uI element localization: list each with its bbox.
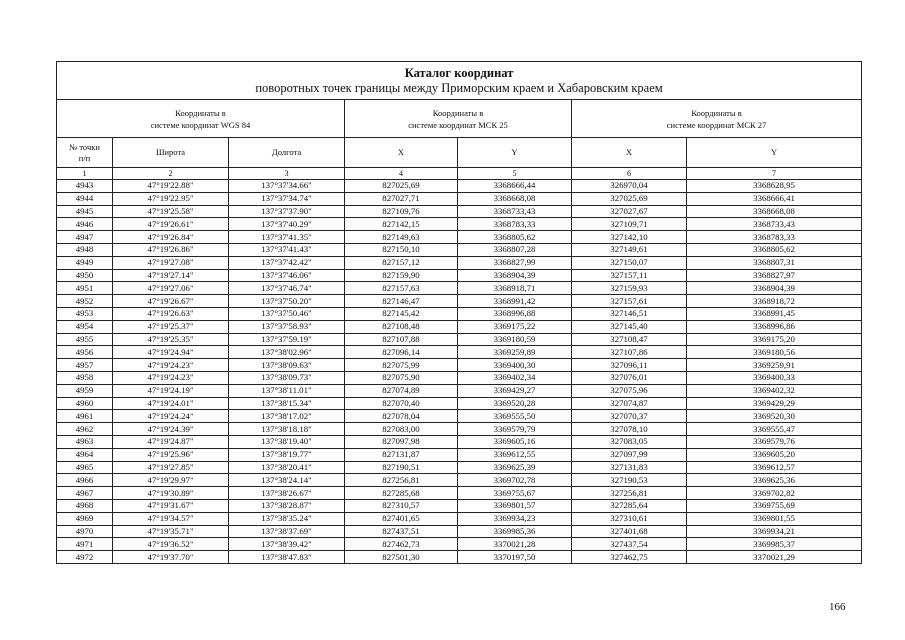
x-msk25-cell: 827310,57 — [345, 499, 458, 512]
latitude-cell: 47°19'25.58" — [113, 205, 229, 218]
latitude-cell: 47°19'24.39" — [113, 423, 229, 436]
table-row — [57, 269, 862, 282]
y-msk25-cell: 3369985,36 — [458, 525, 572, 538]
latitude-cell: 47°19'25.37" — [113, 320, 229, 333]
y-msk25-cell: 3368827,99 — [458, 256, 572, 269]
col-x-msk27: X — [572, 138, 687, 168]
y-msk25-cell: 3369259,89 — [458, 346, 572, 359]
longitude-cell: 137°38'24.14" — [229, 474, 345, 487]
y-msk27-cell: 3369259,91 — [687, 359, 862, 372]
x-msk25-cell: 827149,63 — [345, 231, 458, 244]
x-msk27-cell: 327109,71 — [572, 218, 687, 231]
latitude-cell: 47°19'25.96" — [113, 448, 229, 461]
y-msk25-cell: 3368733,43 — [458, 205, 572, 218]
y-msk27-cell: 3369755,69 — [687, 499, 862, 512]
y-msk25-cell: 3368666,44 — [458, 180, 572, 193]
system-wgs84-header — [57, 100, 345, 138]
x-msk25-cell: 827159,90 — [345, 269, 458, 282]
system-msk27-line2: системе координат МСК 27 — [666, 119, 767, 130]
point-number-cell: 4968 — [57, 499, 113, 512]
longitude-cell: 137°38'20.41" — [229, 461, 345, 474]
x-msk27-cell: 327096,11 — [572, 359, 687, 372]
column-headers-row — [57, 138, 862, 168]
point-number-cell: 4966 — [57, 474, 113, 487]
y-msk25-cell: 3368807,28 — [458, 243, 572, 256]
point-number-cell: 4961 — [57, 410, 113, 423]
x-msk25-cell: 827142,15 — [345, 218, 458, 231]
longitude-cell: 137°37'58.93" — [229, 320, 345, 333]
col-latitude: Широта — [113, 138, 229, 168]
latitude-cell: 47°19'31.67" — [113, 499, 229, 512]
x-msk25-cell: 827157,12 — [345, 256, 458, 269]
latitude-cell: 47°19'24.19" — [113, 384, 229, 397]
col-point-line2: п/п — [78, 152, 91, 163]
col-y-msk25: Y — [458, 138, 572, 168]
y-msk27-cell: 3368918,72 — [687, 295, 862, 308]
longitude-cell: 137°38'11.01" — [229, 384, 345, 397]
x-msk27-cell: 327078,10 — [572, 423, 687, 436]
point-number-cell: 4951 — [57, 282, 113, 295]
longitude-cell: 137°37'50.20" — [229, 295, 345, 308]
x-msk27-cell: 327285,64 — [572, 499, 687, 512]
y-msk25-cell: 3369934,23 — [458, 512, 572, 525]
x-msk25-cell: 827109,76 — [345, 205, 458, 218]
point-number-cell: 4964 — [57, 448, 113, 461]
y-msk27-cell: 3369555,47 — [687, 423, 862, 436]
latitude-cell: 47°19'35.71" — [113, 525, 229, 538]
column-number: 1 — [57, 168, 113, 180]
latitude-cell: 47°19'24.23" — [113, 359, 229, 372]
x-msk27-cell: 327159,93 — [572, 282, 687, 295]
y-msk27-cell: 3370021,29 — [687, 551, 862, 564]
y-msk25-cell: 3368996,88 — [458, 307, 572, 320]
x-msk27-cell: 327146,51 — [572, 307, 687, 320]
col-point-number — [57, 138, 113, 168]
table-row — [57, 371, 862, 384]
y-msk25-cell: 3368991,42 — [458, 295, 572, 308]
x-msk25-cell: 827401,65 — [345, 512, 458, 525]
table-row — [57, 192, 862, 205]
column-number: 6 — [572, 168, 687, 180]
x-msk27-cell: 327142,10 — [572, 231, 687, 244]
x-msk25-cell: 827083,00 — [345, 423, 458, 436]
table-row — [57, 205, 862, 218]
x-msk27-cell: 327310,61 — [572, 512, 687, 525]
y-msk27-cell: 3368733,43 — [687, 218, 862, 231]
catalog-rows — [57, 180, 862, 564]
point-number-cell: 4971 — [57, 538, 113, 551]
longitude-cell: 137°37'41.43" — [229, 243, 345, 256]
x-msk25-cell: 827075,99 — [345, 359, 458, 372]
system-msk25-line2: системе координат МСК 25 — [408, 119, 508, 130]
system-wgs84-line2: системе координат WGS 84 — [150, 119, 251, 130]
y-msk27-cell: 3369520,30 — [687, 410, 862, 423]
table-row — [57, 282, 862, 295]
latitude-cell: 47°19'24.24" — [113, 410, 229, 423]
table-row — [57, 295, 862, 308]
longitude-cell: 137°38'35.24" — [229, 512, 345, 525]
col-x-msk25: X — [345, 138, 458, 168]
x-msk25-cell: 827025,69 — [345, 180, 458, 193]
point-number-cell: 4949 — [57, 256, 113, 269]
y-msk27-cell: 3369612,57 — [687, 461, 862, 474]
y-msk25-cell: 3369801,57 — [458, 499, 572, 512]
latitude-cell: 47°19'26.86" — [113, 243, 229, 256]
x-msk25-cell: 827157,63 — [345, 282, 458, 295]
y-msk25-cell: 3370021,28 — [458, 538, 572, 551]
point-number-cell: 4952 — [57, 295, 113, 308]
latitude-cell: 47°19'26.61" — [113, 218, 229, 231]
x-msk27-cell: 327401,68 — [572, 525, 687, 538]
y-msk25-cell: 3368904,39 — [458, 269, 572, 282]
y-msk27-cell: 3369579,76 — [687, 435, 862, 448]
table-row — [57, 346, 862, 359]
table-row — [57, 180, 862, 193]
x-msk27-cell: 327256,81 — [572, 487, 687, 500]
table-row — [57, 487, 862, 500]
x-msk25-cell: 827462,73 — [345, 538, 458, 551]
y-msk27-cell: 3368783,33 — [687, 231, 862, 244]
y-msk25-cell: 3368783,33 — [458, 218, 572, 231]
y-msk27-cell: 3368666,41 — [687, 192, 862, 205]
point-number-cell: 4969 — [57, 512, 113, 525]
table-row — [57, 231, 862, 244]
x-msk25-cell: 827146,47 — [345, 295, 458, 308]
x-msk25-cell: 827097,98 — [345, 435, 458, 448]
x-msk25-cell: 827078,04 — [345, 410, 458, 423]
longitude-cell: 137°38'39.42" — [229, 538, 345, 551]
longitude-cell: 137°38'19.40" — [229, 435, 345, 448]
point-number-cell: 4947 — [57, 231, 113, 244]
latitude-cell: 47°19'36.52" — [113, 538, 229, 551]
x-msk25-cell: 827108,48 — [345, 320, 458, 333]
longitude-cell: 137°37'50.46" — [229, 307, 345, 320]
longitude-cell: 137°37'37.90" — [229, 205, 345, 218]
x-msk25-cell: 827096,14 — [345, 346, 458, 359]
point-number-cell: 4956 — [57, 346, 113, 359]
latitude-cell: 47°19'26.84" — [113, 231, 229, 244]
table-row — [57, 243, 862, 256]
system-wgs84-line1: Координаты в — [175, 107, 226, 118]
latitude-cell: 47°19'24.23" — [113, 371, 229, 384]
y-msk25-cell: 3369175,22 — [458, 320, 572, 333]
point-number-cell: 4953 — [57, 307, 113, 320]
system-msk27-header — [572, 100, 862, 138]
y-msk25-cell: 3369520,28 — [458, 397, 572, 410]
y-msk25-cell: 3369180,59 — [458, 333, 572, 346]
longitude-cell: 137°37'42.42" — [229, 256, 345, 269]
y-msk25-cell: 3369402,34 — [458, 371, 572, 384]
x-msk27-cell: 326970,04 — [572, 180, 687, 193]
system-msk25-header — [345, 100, 572, 138]
y-msk27-cell: 3368991,45 — [687, 307, 862, 320]
latitude-cell: 47°19'37.70" — [113, 551, 229, 564]
latitude-cell: 47°19'26.63" — [113, 307, 229, 320]
point-number-cell: 4965 — [57, 461, 113, 474]
latitude-cell: 47°19'24.01" — [113, 397, 229, 410]
x-msk27-cell: 327097,99 — [572, 448, 687, 461]
latitude-cell: 47°19'30.89" — [113, 487, 229, 500]
y-msk25-cell: 3369400,30 — [458, 359, 572, 372]
x-msk27-cell: 327157,61 — [572, 295, 687, 308]
point-number-cell: 4957 — [57, 359, 113, 372]
system-msk27-line1: Координаты в — [691, 107, 742, 118]
longitude-cell: 137°37'41.35" — [229, 231, 345, 244]
y-msk25-cell: 3369755,67 — [458, 487, 572, 500]
x-msk27-cell: 327025,69 — [572, 192, 687, 205]
coordinates-catalog-table — [56, 61, 862, 564]
longitude-cell: 137°37'46.74" — [229, 282, 345, 295]
latitude-cell: 47°19'29.97" — [113, 474, 229, 487]
x-msk25-cell: 827150,10 — [345, 243, 458, 256]
table-row — [57, 307, 862, 320]
longitude-cell: 137°38'28.87" — [229, 499, 345, 512]
point-number-cell: 4970 — [57, 525, 113, 538]
longitude-cell: 137°38'17.02" — [229, 410, 345, 423]
longitude-cell: 137°38'09.73" — [229, 371, 345, 384]
column-number: 5 — [458, 168, 572, 180]
y-msk27-cell: 3369934,21 — [687, 525, 862, 538]
x-msk25-cell: 827131,87 — [345, 448, 458, 461]
x-msk27-cell: 327107,86 — [572, 346, 687, 359]
x-msk27-cell: 327131,83 — [572, 461, 687, 474]
table-row — [57, 218, 862, 231]
latitude-cell: 47°19'26.67" — [113, 295, 229, 308]
y-msk27-cell: 3369180,56 — [687, 346, 862, 359]
longitude-cell: 137°37'40.29" — [229, 218, 345, 231]
table-row — [57, 397, 862, 410]
column-number: 2 — [113, 168, 229, 180]
y-msk27-cell: 3368904,39 — [687, 282, 862, 295]
y-msk27-cell: 3368827,97 — [687, 269, 862, 282]
x-msk25-cell: 827107,88 — [345, 333, 458, 346]
column-number: 4 — [345, 168, 458, 180]
y-msk27-cell: 3369702,82 — [687, 487, 862, 500]
point-number-cell: 4945 — [57, 205, 113, 218]
latitude-cell: 47°19'24.94" — [113, 346, 229, 359]
point-number-cell: 4959 — [57, 384, 113, 397]
y-msk25-cell: 3368918,71 — [458, 282, 572, 295]
point-number-cell: 4963 — [57, 435, 113, 448]
col-y-msk27: Y — [687, 138, 862, 168]
longitude-cell: 137°38'02.96" — [229, 346, 345, 359]
y-msk27-cell: 3369400,33 — [687, 371, 862, 384]
y-msk27-cell: 3368628,95 — [687, 180, 862, 193]
x-msk25-cell: 827256,81 — [345, 474, 458, 487]
y-msk27-cell: 3368807,31 — [687, 256, 862, 269]
table-row — [57, 499, 862, 512]
table-row — [57, 461, 862, 474]
longitude-cell: 137°37'34.66" — [229, 180, 345, 193]
point-number-cell: 4967 — [57, 487, 113, 500]
longitude-cell: 137°38'18.18" — [229, 423, 345, 436]
x-msk27-cell: 327075,96 — [572, 384, 687, 397]
x-msk25-cell: 827437,51 — [345, 525, 458, 538]
x-msk27-cell: 327027,67 — [572, 205, 687, 218]
x-msk27-cell: 327076,01 — [572, 371, 687, 384]
longitude-cell: 137°37'34.74" — [229, 192, 345, 205]
x-msk25-cell: 827145,42 — [345, 307, 458, 320]
y-msk27-cell: 3369429,29 — [687, 397, 862, 410]
table-row — [57, 538, 862, 551]
y-msk25-cell: 3369579,79 — [458, 423, 572, 436]
table-row — [57, 333, 862, 346]
col-longitude: Долгота — [229, 138, 345, 168]
y-msk27-cell: 3369175,20 — [687, 333, 862, 346]
y-msk27-cell: 3368668,08 — [687, 205, 862, 218]
y-msk27-cell: 3368996,86 — [687, 320, 862, 333]
column-number: 7 — [687, 168, 862, 180]
longitude-cell: 137°38'26.67" — [229, 487, 345, 500]
longitude-cell: 137°38'37.69" — [229, 525, 345, 538]
point-number-cell: 4962 — [57, 423, 113, 436]
point-number-cell: 4944 — [57, 192, 113, 205]
y-msk25-cell: 3369702,78 — [458, 474, 572, 487]
x-msk27-cell: 327157,11 — [572, 269, 687, 282]
y-msk27-cell: 3369605,20 — [687, 448, 862, 461]
latitude-cell: 47°19'34.57" — [113, 512, 229, 525]
longitude-cell: 137°37'59.19" — [229, 333, 345, 346]
x-msk27-cell: 327145,40 — [572, 320, 687, 333]
x-msk25-cell: 827027,71 — [345, 192, 458, 205]
x-msk27-cell: 327108,47 — [572, 333, 687, 346]
latitude-cell: 47°19'22.88" — [113, 180, 229, 193]
x-msk25-cell: 827190,51 — [345, 461, 458, 474]
table-row — [57, 320, 862, 333]
y-msk27-cell: 3369625,36 — [687, 474, 862, 487]
system-msk25-line1: Координаты в — [432, 107, 484, 118]
x-msk27-cell: 327070,37 — [572, 410, 687, 423]
title-row — [57, 62, 862, 100]
longitude-cell: 137°38'15.34" — [229, 397, 345, 410]
point-number-cell: 4943 — [57, 180, 113, 193]
y-msk27-cell: 3368805,62 — [687, 243, 862, 256]
y-msk25-cell: 3369612,55 — [458, 448, 572, 461]
x-msk27-cell: 327083,05 — [572, 435, 687, 448]
x-msk25-cell: 827501,30 — [345, 551, 458, 564]
table-row — [57, 423, 862, 436]
point-number-cell: 4960 — [57, 397, 113, 410]
catalog-subtitle: поворотных точек границы между Приморским краем и Хабаровским краем — [255, 80, 663, 95]
x-msk27-cell: 327190,53 — [572, 474, 687, 487]
y-msk27-cell: 3369985,37 — [687, 538, 862, 551]
point-number-cell: 4958 — [57, 371, 113, 384]
y-msk25-cell: 3368805,62 — [458, 231, 572, 244]
y-msk25-cell: 3369429,27 — [458, 384, 572, 397]
page-number: 166 — [829, 601, 846, 613]
y-msk25-cell: 3369625,39 — [458, 461, 572, 474]
catalog-title-cell — [57, 62, 862, 100]
latitude-cell: 47°19'27.08" — [113, 256, 229, 269]
table-row — [57, 525, 862, 538]
latitude-cell: 47°19'25.35" — [113, 333, 229, 346]
point-number-cell: 4972 — [57, 551, 113, 564]
longitude-cell: 137°37'46.06" — [229, 269, 345, 282]
longitude-cell: 137°38'19.77" — [229, 448, 345, 461]
table-row — [57, 256, 862, 269]
point-number-cell: 4948 — [57, 243, 113, 256]
y-msk27-cell: 3369801,55 — [687, 512, 862, 525]
coordinate-systems-row — [57, 100, 862, 138]
latitude-cell: 47°19'27.85" — [113, 461, 229, 474]
table-row — [57, 474, 862, 487]
x-msk25-cell: 827285,68 — [345, 487, 458, 500]
table-row — [57, 359, 862, 372]
table-row — [57, 512, 862, 525]
longitude-cell: 137°38'47.83" — [229, 551, 345, 564]
latitude-cell: 47°19'27.06" — [113, 282, 229, 295]
catalog-title: Каталог координат — [404, 65, 514, 80]
point-number-cell: 4954 — [57, 320, 113, 333]
y-msk25-cell: 3368668,08 — [458, 192, 572, 205]
col-point-line1: № точки — [69, 141, 100, 152]
y-msk25-cell: 3369605,16 — [458, 435, 572, 448]
point-number-cell: 4946 — [57, 218, 113, 231]
table-row — [57, 410, 862, 423]
x-msk27-cell: 327462,75 — [572, 551, 687, 564]
table-row — [57, 384, 862, 397]
x-msk27-cell: 327437,54 — [572, 538, 687, 551]
point-number-cell: 4955 — [57, 333, 113, 346]
column-number: 3 — [229, 168, 345, 180]
point-number-cell: 4950 — [57, 269, 113, 282]
x-msk27-cell: 327149,61 — [572, 243, 687, 256]
latitude-cell: 47°19'27.14" — [113, 269, 229, 282]
table-row — [57, 435, 862, 448]
x-msk25-cell: 827074,89 — [345, 384, 458, 397]
x-msk27-cell: 327150,07 — [572, 256, 687, 269]
latitude-cell: 47°19'24.87" — [113, 435, 229, 448]
y-msk25-cell: 3370197,50 — [458, 551, 572, 564]
table-row — [57, 551, 862, 564]
x-msk25-cell: 827075,90 — [345, 371, 458, 384]
longitude-cell: 137°38'09.63" — [229, 359, 345, 372]
latitude-cell: 47°19'22.95" — [113, 192, 229, 205]
x-msk27-cell: 327074,87 — [572, 397, 687, 410]
table-row — [57, 448, 862, 461]
y-msk25-cell: 3369555,50 — [458, 410, 572, 423]
column-numbers-row — [57, 168, 862, 180]
y-msk27-cell: 3369402,32 — [687, 384, 862, 397]
x-msk25-cell: 827070,40 — [345, 397, 458, 410]
